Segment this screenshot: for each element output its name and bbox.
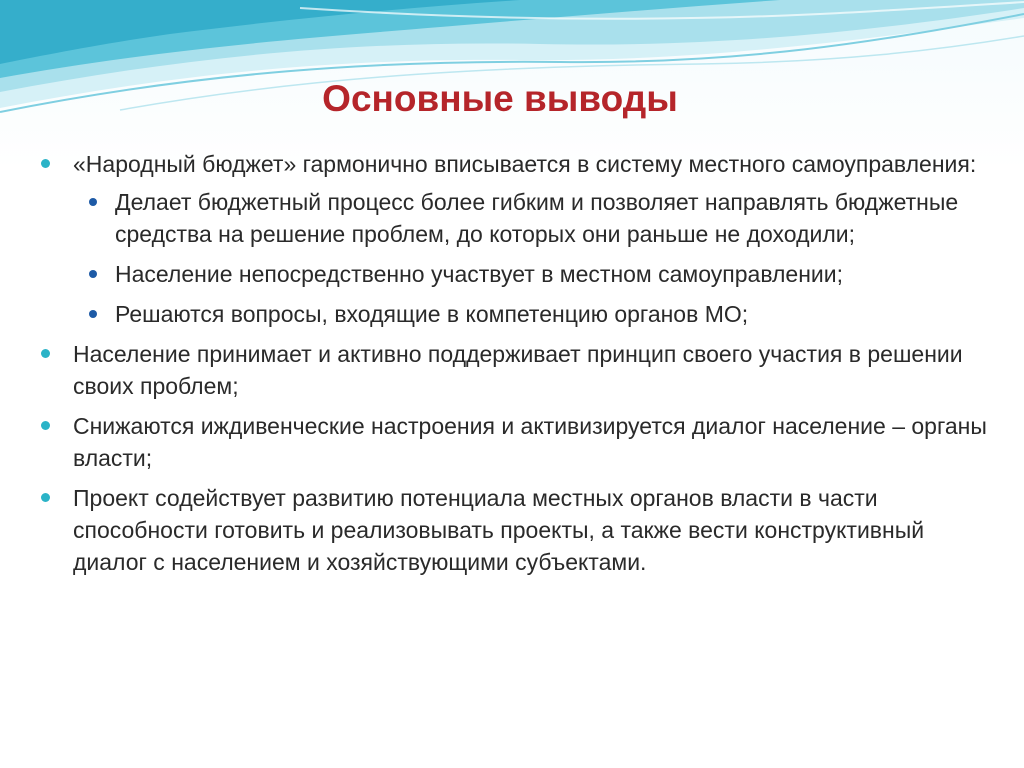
sub-bullet-item-2 [73, 258, 990, 290]
bullet-list [40, 148, 990, 578]
sub-bullet-text: Решаются вопросы, входящие в компетенцию органов МО; [115, 301, 749, 327]
sub-bullet-text: Делает бюджетный процесс более гибким и позволяет направлять бюджетные средства на решение проблем, до которых они раньше не доходили; [115, 189, 959, 247]
bullet-item-1 [40, 148, 990, 330]
sub-bullet-item-1 [73, 186, 990, 250]
sub-bullet-dot-icon [89, 270, 97, 278]
bullet-text: Снижаются иждивенческие настроения и активизируется диалог население – органы власти; [73, 413, 987, 471]
slide-content [40, 148, 990, 586]
bullet-text: Население принимает и активно поддерживает принцип своего участия в решении своих проблем; [73, 341, 963, 399]
sub-bullet-item-3 [73, 298, 990, 330]
bullet-item-3 [40, 410, 990, 474]
bullet-dot-icon [41, 421, 50, 430]
bullet-text: Проект содействует развитию потенциала местных органов власти в части способности готовить и реализовывать проекты, а также вести конструктивный диалог с населением и хозяйствующими субъектами. [73, 485, 925, 575]
sub-bullet-dot-icon [89, 198, 97, 206]
bullet-dot-icon [41, 159, 50, 168]
bullet-item-4 [40, 482, 990, 578]
sub-bullet-list [73, 186, 990, 330]
bullet-text: «Народный бюджет» гармонично вписывается в систему местного самоуправления: [73, 151, 977, 177]
bullet-dot-icon [41, 493, 50, 502]
sub-bullet-text: Население непосредственно участвует в местном самоуправлении; [115, 261, 844, 287]
bullet-dot-icon [41, 349, 50, 358]
sub-bullet-dot-icon [89, 310, 97, 318]
slide-title: Основные выводы [322, 78, 678, 119]
bullet-item-2 [40, 338, 990, 402]
